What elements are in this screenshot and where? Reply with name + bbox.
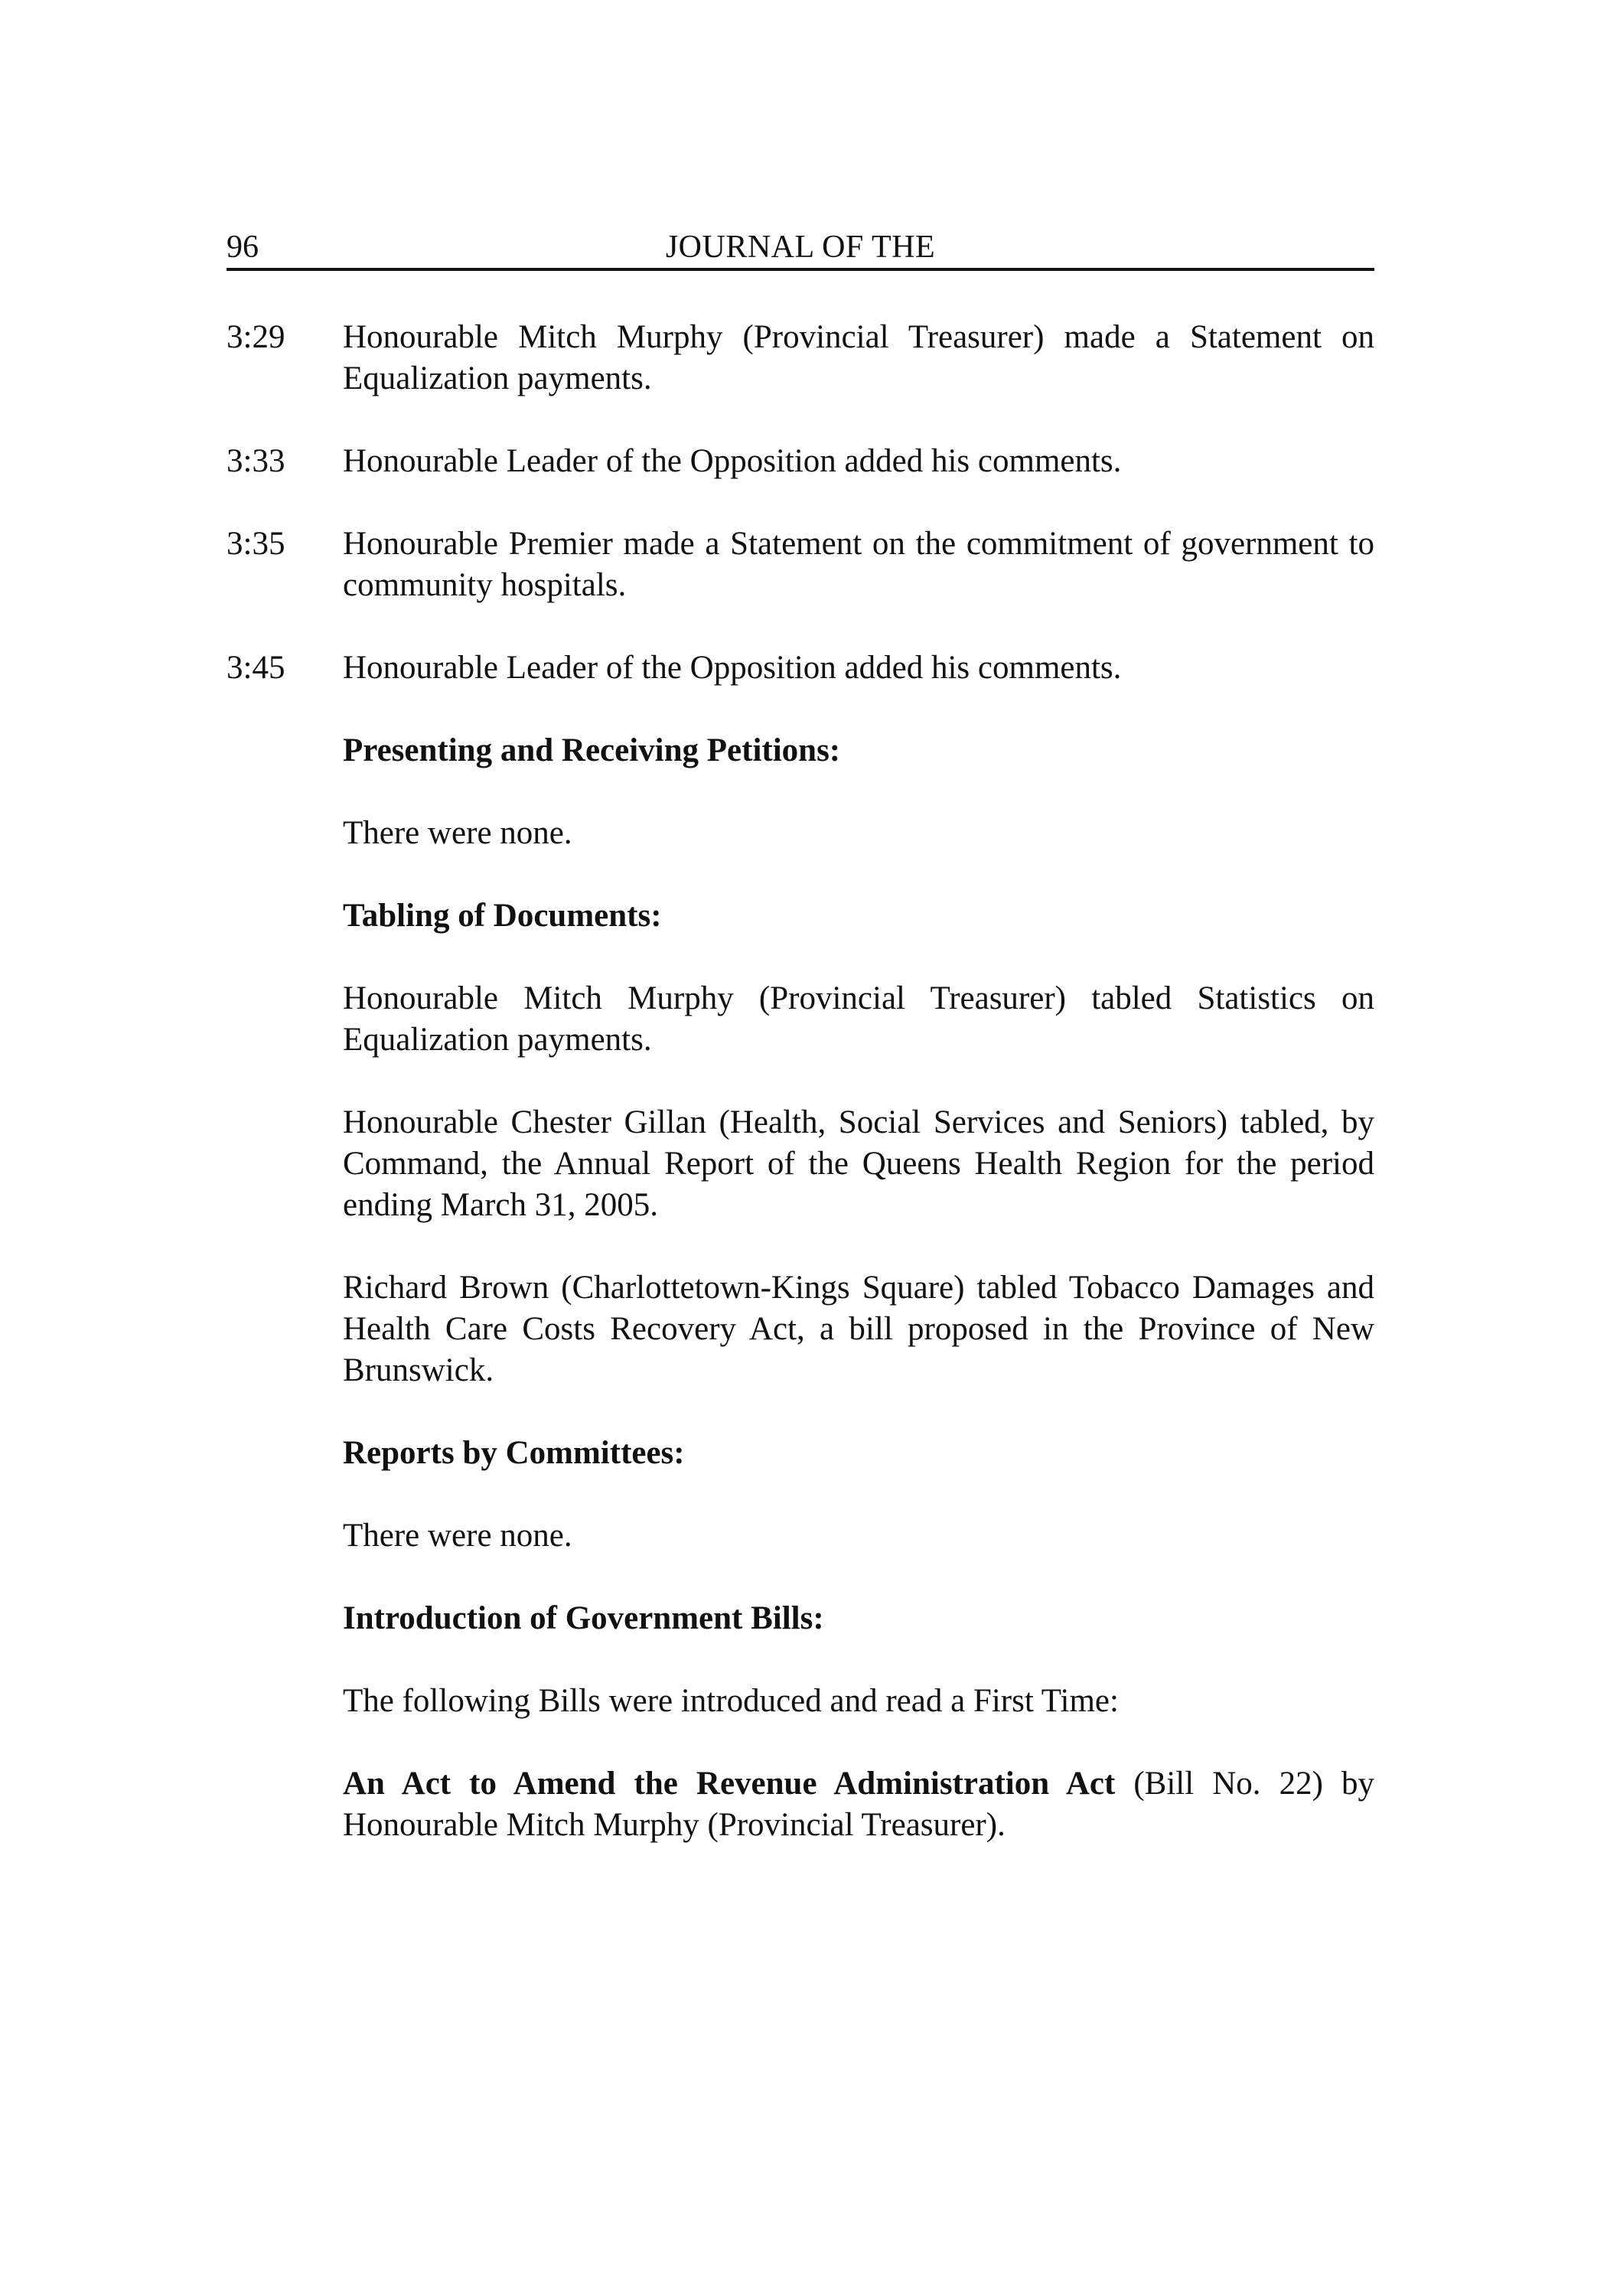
section-heading: Tabling of Documents: (343, 898, 662, 934)
bill-paragraph (343, 1763, 1374, 1846)
entry-time: 3:33 (227, 443, 285, 479)
section-heading-government-bills (227, 1598, 1374, 1639)
section-heading-petitions (227, 730, 1374, 771)
entry-time: 3:35 (227, 526, 285, 562)
bill-details: (Bill No. 22) by Honourable Mitch Murphy (Provincial Treasurer). (343, 1766, 1374, 1843)
section-paragraph (227, 978, 1374, 1061)
paragraph-text: The following Bills were introduced and read a First Time: (343, 1683, 1119, 1719)
entry-time: 3:29 (227, 319, 285, 355)
paragraph-text: Honourable Chester Gillan (Health, Social Services and Seniors) tabled, by Command, the Annual Report of the Queens Health Region for the period ending March 31, 2005. (343, 1104, 1374, 1223)
page-number: 96 (227, 230, 259, 265)
paragraph-text: Honourable Mitch Murphy (Provincial Treasurer) tabled Statistics on Equalization payments. (343, 980, 1374, 1058)
journal-content (227, 317, 1374, 1887)
section-paragraph (227, 813, 1374, 854)
section-heading: Reports by Committees: (343, 1435, 685, 1471)
paragraph-text: There were none. (343, 1518, 572, 1554)
bill-title: An Act to Amend the Revenue Administration Act (343, 1766, 1116, 1802)
section-heading-tabling (227, 895, 1374, 937)
section-paragraph (227, 1681, 1374, 1722)
section-paragraph (227, 1267, 1374, 1391)
section-paragraph (227, 1515, 1374, 1557)
paragraph-text: There were none. (343, 815, 572, 851)
entry-text: Honourable Leader of the Opposition added his comments. (343, 650, 1122, 686)
entry-time: 3:45 (227, 650, 285, 686)
running-title: JOURNAL OF THE (665, 230, 936, 265)
timed-entry (227, 523, 1374, 606)
section-paragraph (227, 1102, 1374, 1226)
bill-entry (227, 1763, 1374, 1846)
entry-text: Honourable Mitch Murphy (Provincial Treasurer) made a Statement on Equalization payments. (343, 319, 1374, 396)
paragraph-text: Richard Brown (Charlottetown-Kings Square) tabled Tobacco Damages and Health Care Costs Recovery Act, a bill proposed in the Province of New Brunswick. (343, 1270, 1374, 1388)
entry-text: Honourable Leader of the Opposition added his comments. (343, 443, 1122, 479)
timed-entry (227, 647, 1374, 689)
entry-text: Honourable Premier made a Statement on the commitment of government to community hospitals. (343, 526, 1374, 603)
section-heading: Introduction of Government Bills: (343, 1600, 824, 1636)
page-header (227, 228, 1374, 271)
timed-entry (227, 317, 1374, 400)
section-heading: Presenting and Receiving Petitions: (343, 732, 841, 768)
section-heading-committees (227, 1433, 1374, 1474)
timed-entry (227, 441, 1374, 482)
